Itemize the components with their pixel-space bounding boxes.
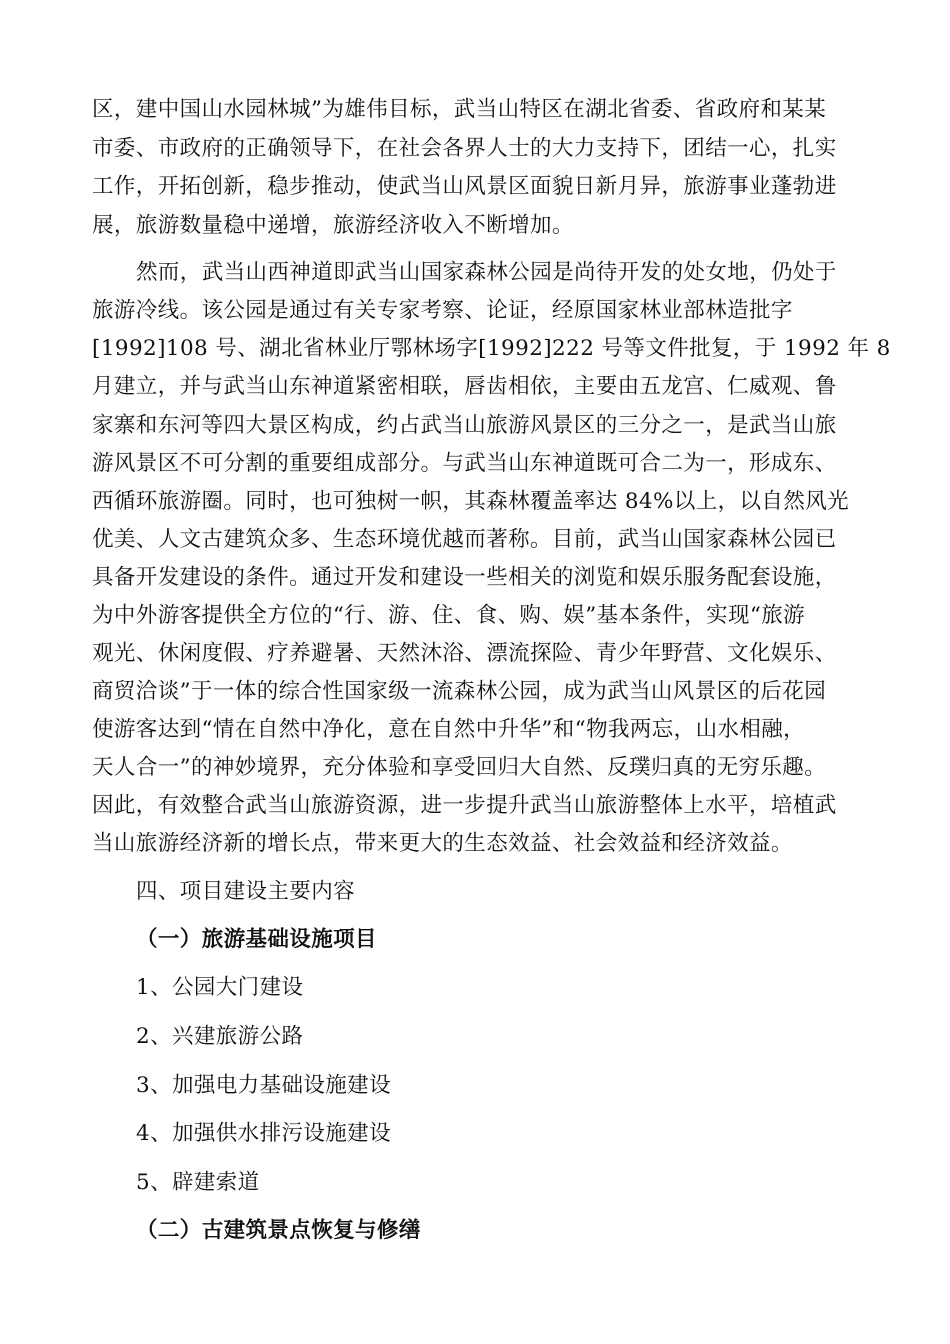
- paragraph-line: 家寨和东河等四大景区构成，约占武当山旅游风景区的三分之一，是武当山旅: [92, 413, 837, 438]
- paragraph-line: 商贸洽谈”于一体的综合性国家级一流森林公园，成为武当山风景区的后花园: [92, 679, 827, 704]
- paragraph-line: 工作，开拓创新，稳步推动，使武当山风景区面貌日新月异，旅游事业蓬勃进: [92, 174, 837, 199]
- paragraph-line: 天人合一”的神妙境界，充分体验和享受回归大自然、反璞归真的无穷乐趣。: [92, 755, 827, 780]
- paragraph-line: [1992]108 号、湖北省林业厅鄂林场字[1992]222 号等文件批复，于 1992 年 8: [92, 336, 891, 361]
- paragraph-line: 然而，武当山西神道即武当山国家森林公园是尚待开发的处女地，仍处于: [136, 260, 837, 285]
- paragraph-line: 游风景区不可分割的重要组成部分。与武当山东神道既可合二为一，形成东、: [92, 451, 837, 476]
- list-item: 3、加强电力基础设施建设: [136, 1073, 391, 1098]
- paragraph-line: 展，旅游数量稳中递增，旅游经济收入不断增加。: [92, 213, 574, 238]
- list-item: 5、辟建索道: [136, 1170, 260, 1195]
- paragraph-line: 优美、人文古建筑众多、生态环境优越而著称。目前，武当山国家森林公园已: [92, 527, 837, 552]
- paragraph-line: 当山旅游经济新的增长点，带来更大的生态效益、社会效益和经济效益。: [92, 831, 793, 856]
- paragraph-line: 观光、休闲度假、疗养避暑、天然沐浴、漂流探险、青少年野营、文化娱乐、: [92, 641, 837, 666]
- subsection-2-heading: （二）古建筑景点恢复与修缮: [136, 1218, 421, 1243]
- subsection-1-heading: （一）旅游基础设施项目: [136, 927, 377, 952]
- list-item: 4、加强供水排污设施建设: [136, 1121, 391, 1146]
- paragraph-line: 使游客达到“情在自然中净化，意在自然中升华”和“物我两忘，山水相融，: [92, 717, 806, 742]
- paragraph-line: 为中外游客提供全方位的“行、游、住、食、购、娱”基本条件，实现“旅游: [92, 603, 806, 628]
- paragraph-line: 市委、市政府的正确领导下，在社会各界人士的大力支持下，团结一心，扎实: [92, 136, 837, 161]
- paragraph-line: 月建立，并与武当山东神道紧密相联，唇齿相依，主要由五龙宫、仁威观、鲁: [92, 374, 837, 399]
- list-item: 1、公园大门建设: [136, 975, 304, 1000]
- paragraph-line: 旅游冷线。该公园是通过有关专家考察、论证，经原国家林业部林造批字: [92, 298, 793, 323]
- paragraph-line: 具备开发建设的条件。通过开发和建设一些相关的浏览和娱乐服务配套设施，: [92, 565, 837, 590]
- paragraph-line: 区，建中国山水园林城”为雄伟目标，武当山特区在湖北省委、省政府和某某: [92, 97, 827, 122]
- paragraph-line: 因此，有效整合武当山旅游资源，进一步提升武当山旅游整体上水平，培植武: [92, 793, 837, 818]
- list-item: 2、兴建旅游公路: [136, 1024, 304, 1049]
- section-4-heading: 四、项目建设主要内容: [136, 879, 356, 904]
- paragraph-line: 西循环旅游圈。同时，也可独树一帜，其森林覆盖率达 84%以上，以自然风光: [92, 489, 850, 514]
